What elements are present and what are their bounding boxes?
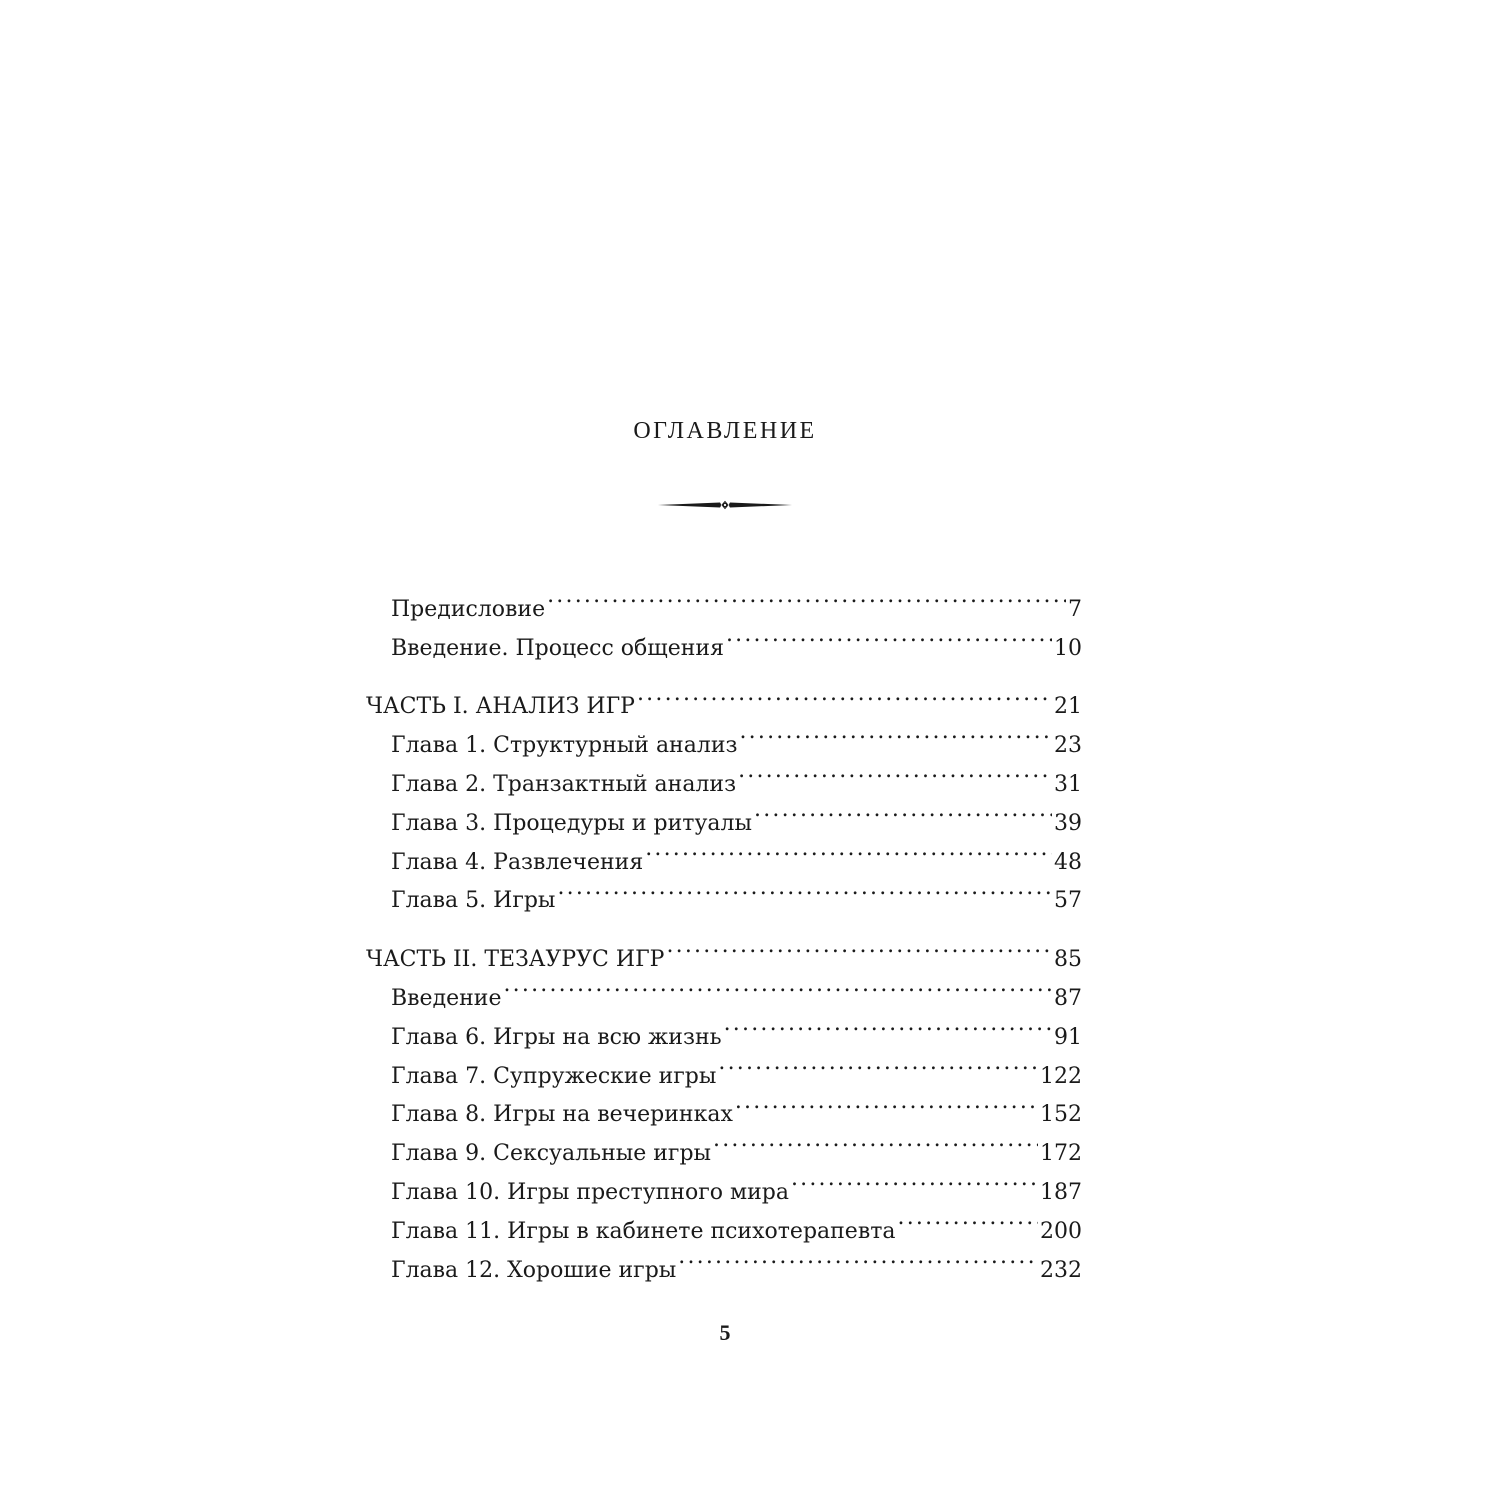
dot-leader	[898, 1199, 1039, 1238]
toc-entry-label: Глава 9. Сексуальные игры	[391, 1141, 712, 1167]
dot-leader	[678, 1238, 1038, 1277]
toc-entry-label: Предисловие	[391, 596, 546, 622]
toc-entry-page: 23	[1054, 733, 1082, 759]
toc-entry-label: ЧАСТЬ I. АНАЛИЗ ИГР	[366, 694, 635, 720]
toc-entry[interactable]	[366, 966, 1082, 1011]
toc-entry-label: Введение. Процесс общения	[391, 635, 724, 661]
toc-entry[interactable]	[366, 713, 1082, 759]
toc-entry-page: 232	[1040, 1257, 1082, 1283]
dot-leader	[724, 1005, 1052, 1044]
toc-entry[interactable]	[366, 752, 1082, 797]
toc-entry[interactable]	[366, 577, 1082, 622]
dot-leader	[666, 927, 1052, 966]
dot-leader	[547, 577, 1066, 616]
toc-entry[interactable]	[366, 1005, 1082, 1050]
toc-entry-page: 10	[1054, 635, 1082, 661]
toc-entry-page: 7	[1068, 596, 1082, 622]
dot-leader	[738, 752, 1052, 791]
toc-entry-label: Глава 5. Игры	[391, 888, 556, 914]
toc-entry[interactable]	[366, 1083, 1082, 1128]
toc-entry-label: ЧАСТЬ II. ТЕЗАУРУС ИГР	[366, 947, 665, 973]
toc-entry-page: 172	[1040, 1141, 1082, 1167]
table-of-contents	[366, 577, 1082, 1283]
toc-entry-label: Введение	[391, 985, 502, 1011]
toc-entry-label: Глава 4. Развлечения	[391, 849, 644, 875]
toc-entry[interactable]	[366, 1238, 1082, 1283]
toc-entry-page: 31	[1054, 771, 1082, 797]
toc-part-entry[interactable]	[366, 927, 1082, 973]
toc-entry[interactable]	[366, 791, 1082, 836]
toc-entry-page: 187	[1040, 1179, 1082, 1205]
page-title: ОГЛАВЛЕНИЕ	[633, 418, 817, 444]
toc-entry-page: 39	[1054, 810, 1082, 836]
dot-leader	[791, 1160, 1038, 1199]
dot-leader	[637, 675, 1052, 714]
toc-entry[interactable]	[366, 1199, 1082, 1244]
dot-leader	[503, 966, 1052, 1005]
dot-leader	[645, 830, 1052, 869]
dot-leader	[754, 791, 1052, 830]
toc-entry-page: 85	[1054, 947, 1082, 973]
toc-entry-page: 122	[1040, 1063, 1082, 1089]
dot-leader	[557, 869, 1052, 908]
dot-leader	[713, 1121, 1038, 1160]
toc-entry-label: Глава 6. Игры на всю жизнь	[391, 1024, 722, 1050]
toc-part-entry[interactable]	[366, 675, 1082, 720]
toc-entry-page: 200	[1040, 1218, 1082, 1244]
toc-entry-label: Глава 7. Супружеские игры	[391, 1063, 717, 1089]
page-number: 5	[719, 1320, 731, 1345]
toc-entry-page: 21	[1054, 694, 1082, 720]
dot-leader	[726, 616, 1052, 655]
dot-leader	[718, 1044, 1038, 1083]
toc-entry-label: Глава 1. Структурный анализ	[391, 733, 738, 759]
toc-entry[interactable]	[366, 1044, 1082, 1089]
toc-entry-page: 91	[1054, 1024, 1082, 1050]
double-spike-ornament-icon	[658, 495, 792, 515]
toc-entry-page: 57	[1054, 888, 1082, 914]
toc-entry-label: Глава 10. Игры преступного мира	[391, 1179, 789, 1205]
toc-entry-label: Глава 2. Транзактный анализ	[391, 771, 737, 797]
toc-entry-label: Глава 8. Игры на вечеринках	[391, 1102, 733, 1128]
toc-entry[interactable]	[366, 869, 1082, 914]
dot-leader	[739, 713, 1052, 752]
toc-entry-label: Глава 11. Игры в кабинете психотерапевта	[391, 1218, 896, 1244]
toc-entry-label: Глава 3. Процедуры и ритуалы	[391, 810, 753, 836]
toc-entry-label: Глава 12. Хорошие игры	[391, 1257, 677, 1283]
toc-entry-page: 152	[1040, 1102, 1082, 1128]
toc-entry[interactable]	[366, 830, 1082, 875]
toc-entry-page: 48	[1054, 849, 1082, 875]
dot-leader	[735, 1083, 1038, 1122]
toc-entry[interactable]	[366, 1121, 1082, 1167]
toc-entry-page: 87	[1054, 985, 1082, 1011]
toc-entry[interactable]	[366, 1160, 1082, 1205]
toc-entry[interactable]	[366, 616, 1082, 661]
